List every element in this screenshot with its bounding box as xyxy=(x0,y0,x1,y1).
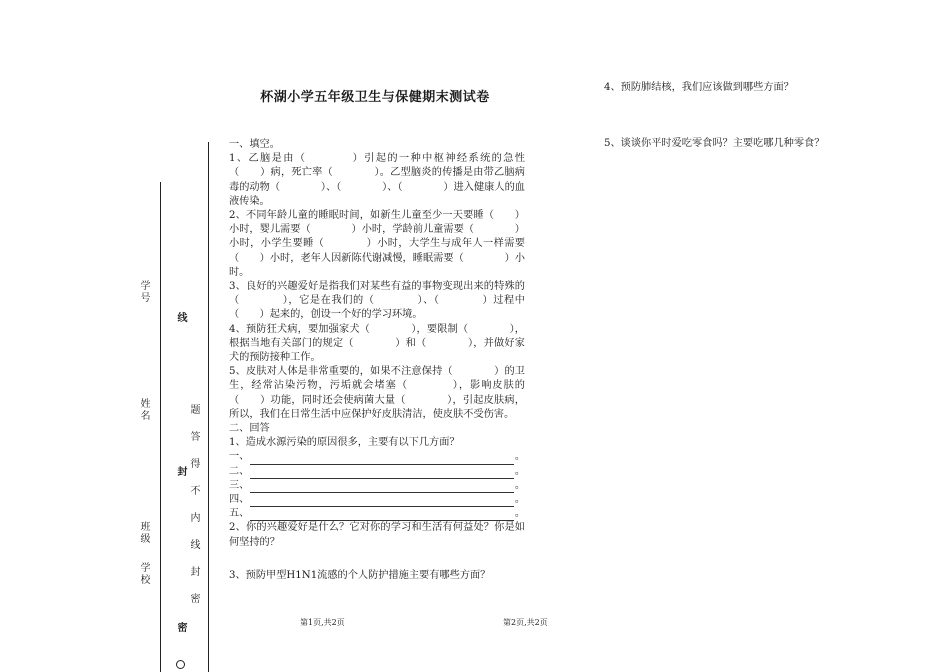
answer-rule[interactable] xyxy=(250,454,513,465)
fill-question-4: 4、预防狂犬病，要加强家犬（ ），要限制（ ），根据当地有关部门的规定（ ）和（ ），并做好家犬的预防接种工作。 xyxy=(229,323,525,364)
warning-char-7: 封 xyxy=(188,566,199,578)
answer-rule[interactable] xyxy=(250,468,513,479)
answer-line-5[interactable] xyxy=(229,507,525,521)
answer-space[interactable] xyxy=(229,550,525,569)
answer-rule[interactable] xyxy=(250,496,513,507)
fill-question-1: 1、乙脑是由（ ）引起的一种中枢神经系统的急性（ ）病，死亡率（ ）。乙型脑炎的传播是由带乙脑病毒的动物（ ）、（ ）、（ ）进入健康人的血液传染。 xyxy=(229,153,525,207)
answer-line-end: 。 xyxy=(514,465,525,477)
line-mark: 线 xyxy=(175,312,186,324)
warning-char-1: 题 xyxy=(188,404,199,416)
student-no-label: 学号 xyxy=(138,280,149,304)
page-footer-2: 第2页,共2页 xyxy=(503,618,548,627)
seal-bottom-mark: 密 xyxy=(175,622,186,634)
right-question-5: 5、谈谈你平时爱吃零食吗？主要吃哪几种零食？ xyxy=(604,138,825,149)
answer-line-3[interactable] xyxy=(229,479,525,493)
right-question-4: 4、预防肺结核，我们应该做到哪些方面？ xyxy=(604,82,794,93)
fill-question-2: 2、不同年龄儿童的睡眠时间，如新生儿童至少一天要睡（ ）小时，婴儿需要（ ）小时，学龄前儿童需要（ ）小时，小学生要睡（ ）小时，大学生与成年人一样需要（ ）小时，老年人因新陈代谢减慢，睡眠需要（ ）小时。 xyxy=(229,210,525,278)
fill-question-3: 3、良好的兴趣爱好是指我们对某些有益的事物变现出来的特殊的（ ），它是在我们的（ ）、（ ）过程中（ ）起来的，创设一个好的学习环境。 xyxy=(229,281,525,321)
answer-line-label: 四、 xyxy=(229,494,250,506)
answer-line-4[interactable] xyxy=(229,493,525,507)
name-label: 姓名 xyxy=(138,398,149,422)
class-label: 班级 xyxy=(138,521,149,545)
answer-rule[interactable] xyxy=(250,510,513,521)
binding-hole-icon xyxy=(176,660,185,669)
answer-line-1[interactable] xyxy=(229,450,525,464)
warning-char-3: 得 xyxy=(188,458,199,470)
answer-question-2: 2、你的兴趣爱好是什么？它对你的学习和生活有何益处？你是如何坚持的？ xyxy=(229,522,525,548)
answer-line-end: 。 xyxy=(514,508,525,520)
page-title: 杯湖小学五年级卫生与保健期末测试卷 xyxy=(260,90,490,105)
main-column xyxy=(229,138,525,583)
answer-line-end: 。 xyxy=(514,479,525,491)
warning-char-4: 不 xyxy=(188,485,199,497)
section2-heading: 二、回答 xyxy=(229,423,270,435)
warning-char-6: 线 xyxy=(188,539,199,551)
page-footer-1: 第1页,共2页 xyxy=(300,618,345,627)
answer-line-2[interactable] xyxy=(229,465,525,479)
answer-question-3: 3、预防甲型H1N1流感的个人防护措施主要有哪些方面？ xyxy=(229,569,491,581)
answer-line-label: 五、 xyxy=(229,508,250,520)
answer-line-end: 。 xyxy=(514,494,525,506)
seal-mark: 封 xyxy=(175,466,186,478)
answer-line-end: 。 xyxy=(514,451,525,463)
binding-line-left xyxy=(160,182,161,672)
answer-question-1: 1、造成水源污染的原因很多，主要有以下几方面？ xyxy=(229,437,460,449)
answer-line-label: 三、 xyxy=(229,479,250,491)
answer-line-label: 一、 xyxy=(229,451,250,463)
answer-rule[interactable] xyxy=(250,482,513,493)
answer-line-label: 二、 xyxy=(229,465,250,477)
school-label: 学校 xyxy=(138,562,149,586)
warning-char-2: 答 xyxy=(188,431,199,443)
warning-char-5: 内 xyxy=(188,512,199,524)
warning-char-8: 密 xyxy=(188,593,199,605)
binding-line-right xyxy=(208,142,209,672)
fill-question-5: 5、皮肤对人体是非常重要的，如果不注意保持（ ）的卫生，经常沾染污物，污垢就会堵塞（ ），影响皮肤的（ ）功能，同时还会使病菌大量（ ），引起皮肤病，所以，我们在日常生活中应保护好皮肤清洁，使皮肤不受伤害。 xyxy=(229,366,525,420)
section1-heading: 一、填空。 xyxy=(229,139,280,150)
